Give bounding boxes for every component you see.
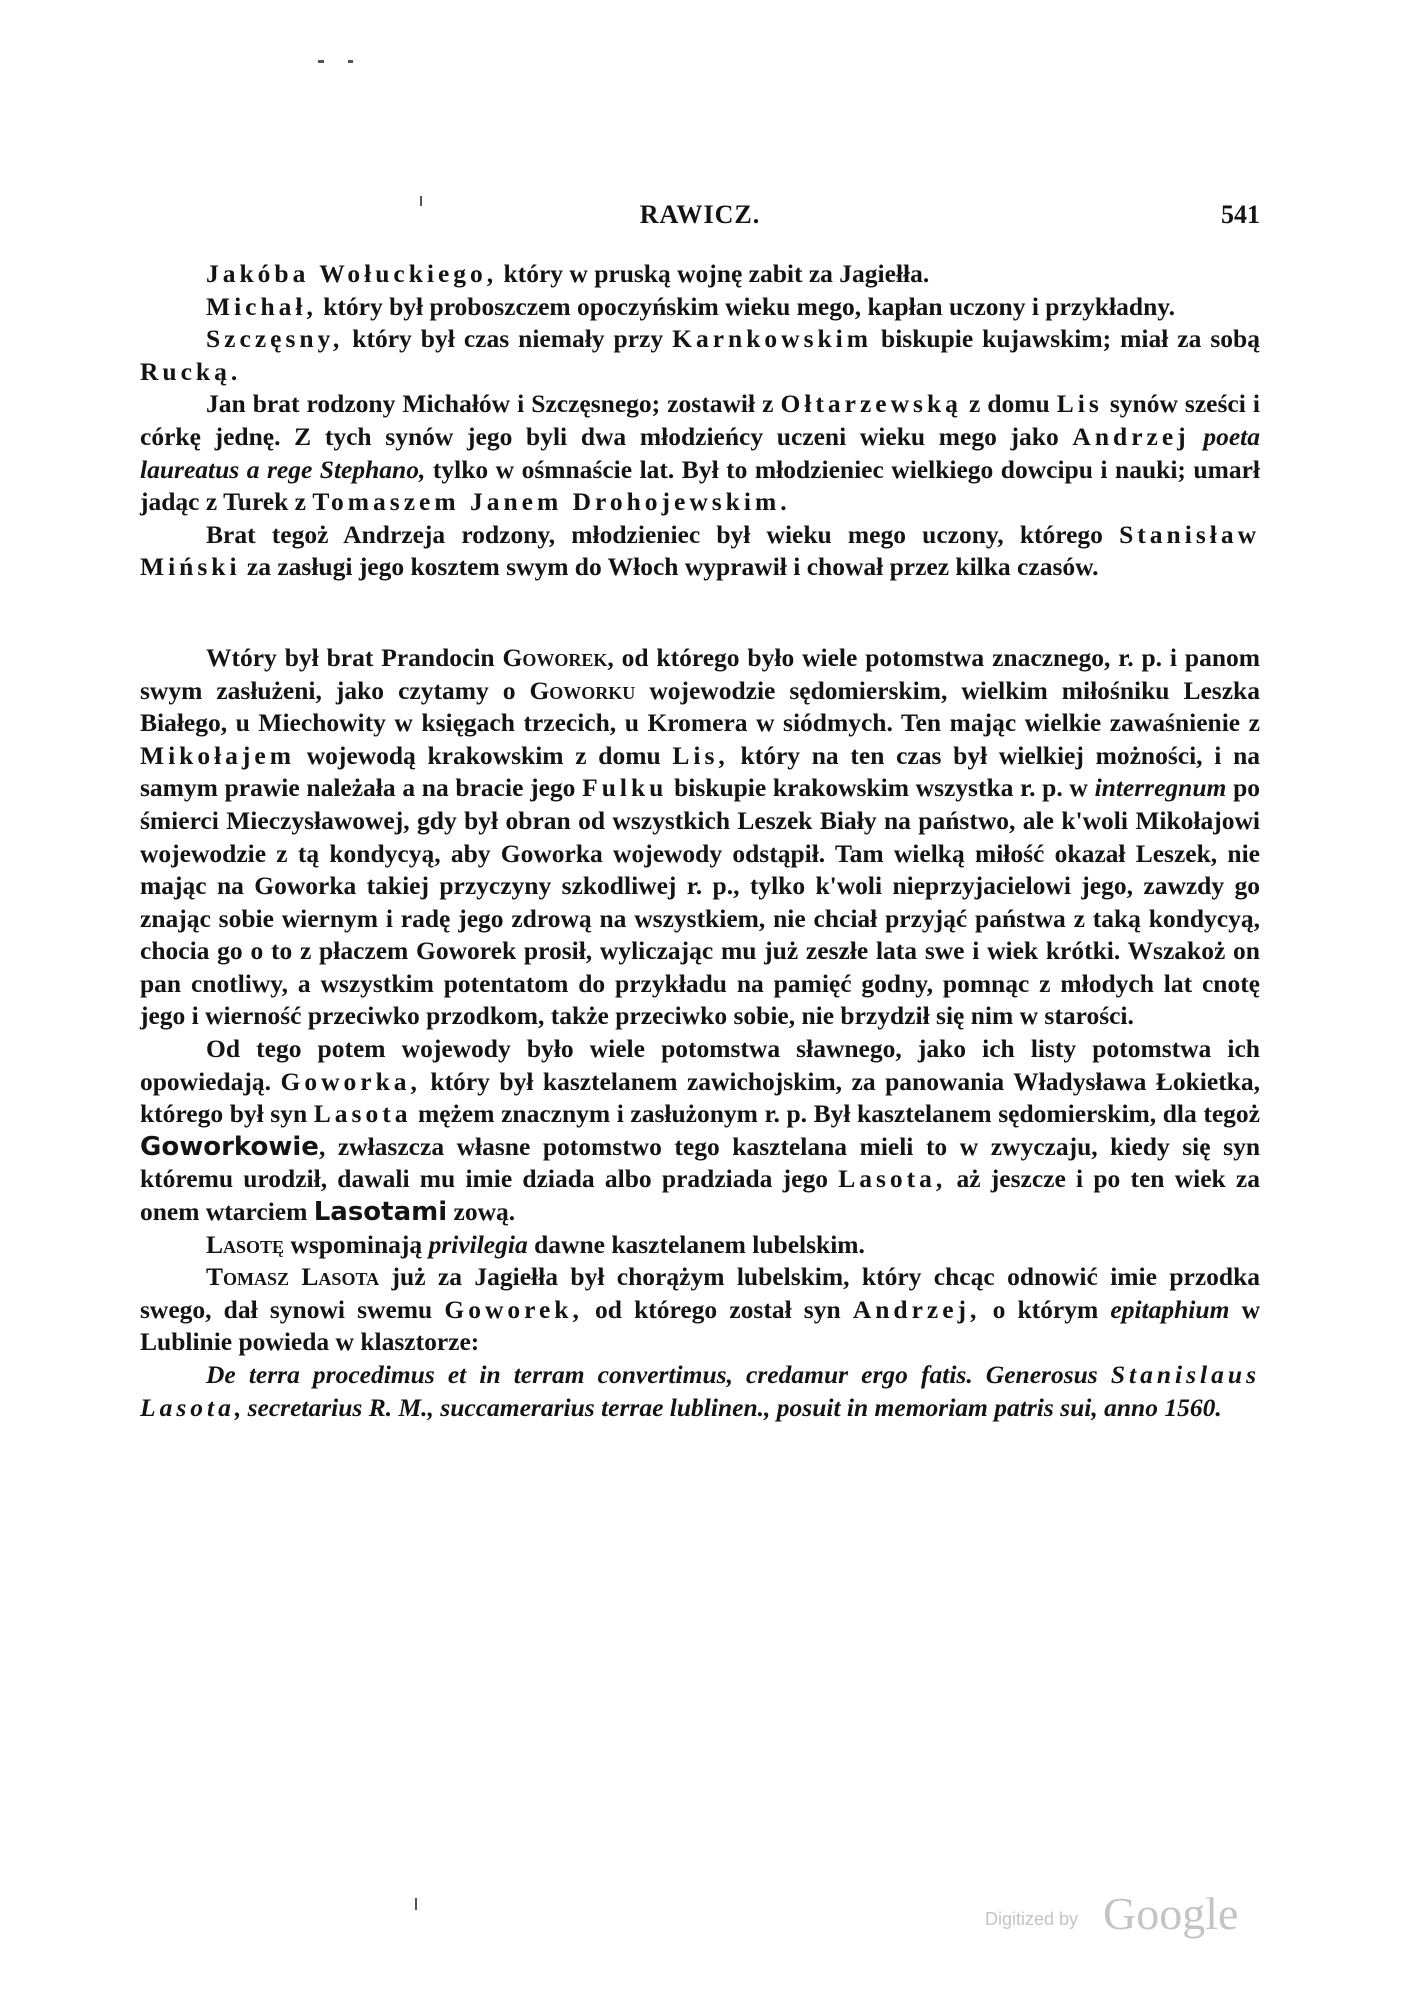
paragraph: Tomasz Lasota już za Jagiełła był chorążym lubelskim, który chcąc odnowić imie przodka swego, dał synowi swemu Goworek, od którego został syn Andrzej, o którym epitaphium w Lublinie powieda w klasztorze: xyxy=(140,1262,1261,1357)
google-watermark xyxy=(985,1880,1285,1940)
paragraph: Jakóba Wołuckiego, który w pruską wojnę zabit za Jagiełła. xyxy=(206,259,930,288)
section-gap xyxy=(140,584,1260,642)
page-number: 541 xyxy=(1221,200,1260,229)
paragraph: Brat tegoż Andrzeja rodzony, młodzieniec był wieku mego uczony, którego Stanisław Miński za zasługi jego kosztem swym do Włoch wyprawił i chował przez kilka czasów. xyxy=(140,519,1260,582)
paragraph: Jan brat rodzony Michałów i Szczęsnego; zostawił z Ołtarzewską z domu Lis synów sześci i córkę jednę. Z tych synów jego byli dwa młodzieńcy uczeni wieku mego jako Andrzej poeta laureatus a rege Stephano, tylko w ośmnaście lat. Był to młodzieniec wielkiego dowcipu i nauki; umarł jadąc z Turek z Tomaszem Janem Drohojewskim. xyxy=(140,389,1261,517)
scan-speck xyxy=(318,60,324,63)
scan-speck xyxy=(348,60,353,63)
page-header xyxy=(140,200,1260,240)
google-logo: Google xyxy=(1103,1888,1239,1939)
paragraph: Lasotę wspominają privilegia dawne kasztelanem lubelskim. xyxy=(206,1229,865,1259)
scan-speck xyxy=(415,1898,417,1910)
page-body xyxy=(140,258,1260,1424)
paragraph: Wtóry był brat Prandocin Goworek, od którego było wiele potomstwa znacznego, r. p. i panom swym zasłużeni, jako czytamy o Goworku wojewodzie sędomierskim, wielkim miłośniku Leszka Białego, u Miechowity w księgach trzecich, u Kromera w siódmych. Ten mając wielkie zawaśnienie z Mikołajem wojewodą krakowskim z domu Lis, który na ten czas był wielkiej możności, i na samym prawie należała a na bracie jego Fulku biskupie krakowskim wszystka r. p. w interregnum po śmierci Mieczysławowej, gdy był obran od wszystkich Leszek Biały na państwo, ale k'woli Mikołajowi wojewodzie z tą kondycyą, aby Goworka wojewody odstąpił. Tam wielką miłość okazał Leszek, nie mając na Goworka takiej przyczyny szkodliwej r. p., tylko k'woli nieprzyjacielowi jego, zawzdy go znając sobie wiernym i radę jego zdrową na wszystkiem, nie chciał przyjąć państwa z taką kondycyą, chocia go o to z płaczem Goworek prosił, wyliczając mu już zeszłe lata swe i wiek krótki. Wszakoż on pan cnotliwy, a wszystkim potentatom do przykładu na pamięć godny, pomnąc z młodych lat cnotę jego i wierność przeciwko przodkom, także przeciwko sobie, nie brzydził się nim w starości. xyxy=(140,642,1260,1031)
epitaph-quote: De terra procedimus et in terram convertimus, credamur ergo fatis. Generosus Stanislaus Lasota, secretarius R. M., succamerarius terrae lublinen., posuit in memoriam patris sui, anno 1560. xyxy=(140,1360,1260,1422)
paragraph: Michał, który był proboszczem opoczyńskim wieku mego, kapłan uczony i przykładny. xyxy=(206,291,1175,321)
paragraph: Od tego potem wojewody było wiele potomstwa sławnego, jako ich listy potomstwa ich opowiedają. Goworka, który był kasztelanem zawichojskim, za panowania Władysława Łokietka, którego był syn Lasota mężem znacznym i zasłużonym r. p. Był kasztelanem sędomierskim, dla tegoż Goworkowie, zwłaszcza własne potomstwo tego kasztelana mieli to w zwyczaju, kiedy się syn któremu urodził, dawali mu imie dziada albo pradziada jego Lasota, aż jeszcze i po ten wiek za onem wtarciem Lasotami zową. xyxy=(140,1034,1260,1228)
running-title: RAWICZ. xyxy=(639,200,761,229)
paragraph: Szczęsny, który był czas niemały przy Karnkowskim biskupie kujawskim; miał za sobą Rucką. xyxy=(140,324,1260,386)
watermark-digitized-text: Digitized by xyxy=(985,1909,1079,1929)
